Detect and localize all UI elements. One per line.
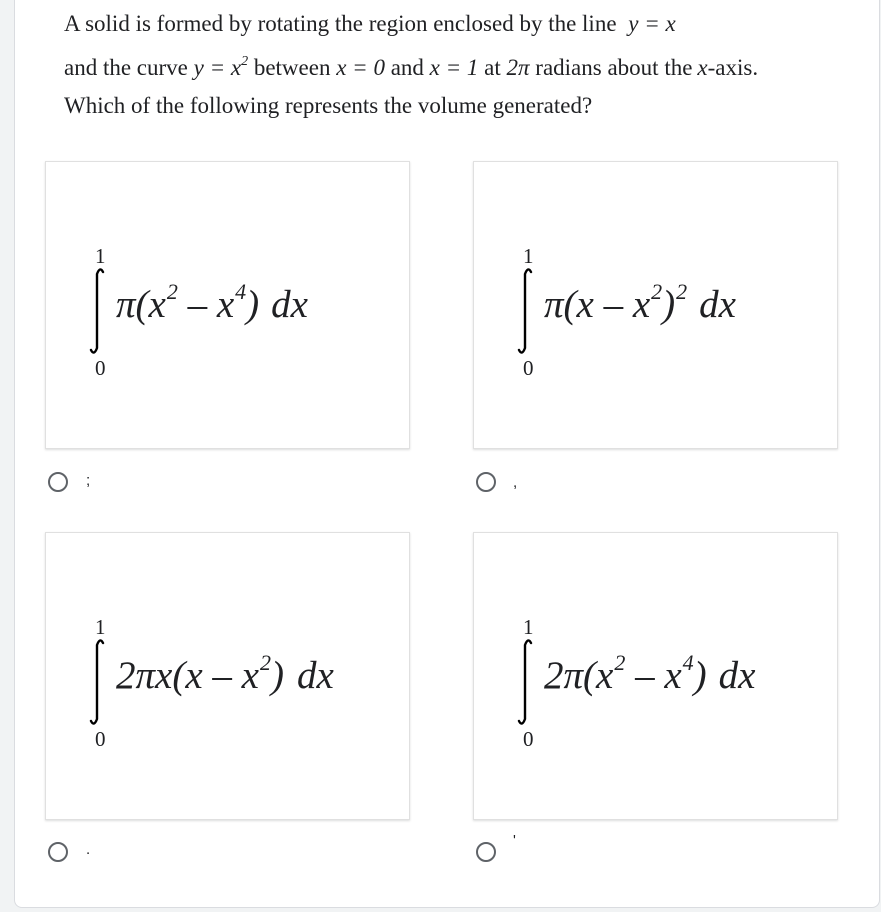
integrand: $\pi(x - x^2)^2$ dx xyxy=(544,279,736,326)
option-d-radio[interactable] xyxy=(476,842,496,862)
integral-d xyxy=(514,615,834,755)
option-b-image[interactable] xyxy=(473,161,838,449)
upper-limit: 1 xyxy=(523,615,534,639)
option-c-radio[interactable] xyxy=(48,842,68,862)
integrand: $2\pi x(x - x^2)$ dx xyxy=(116,650,334,697)
option-b-label: , xyxy=(513,474,518,491)
lower-limit: 0 xyxy=(523,356,534,380)
integrand: $\pi(x^2 - x^4)$ dx xyxy=(116,279,308,326)
question-line-2: and the curve $y = x^2$ between x = 0 and x = 1 at 2π radians about the x-axis. xyxy=(64,54,759,80)
math-y-equals-x: y = x xyxy=(628,11,676,36)
upper-limit: 1 xyxy=(523,244,534,268)
integral-sign-icon xyxy=(514,266,536,356)
integral-a xyxy=(86,244,406,384)
math-curve: $y = x^2$ xyxy=(193,54,249,80)
option-c-label: . xyxy=(86,841,91,858)
question-text xyxy=(64,5,864,125)
integrand: $2\pi(x^2 - x^4)$ dx xyxy=(544,650,756,697)
option-a-radio[interactable] xyxy=(48,472,68,492)
upper-limit: 1 xyxy=(95,615,106,639)
question-line-3: Which of the following represents the volume generated? xyxy=(64,93,593,118)
lower-limit: 0 xyxy=(95,356,106,380)
option-b-radio[interactable] xyxy=(476,472,496,492)
option-d-image[interactable] xyxy=(473,532,838,820)
integral-sign-icon xyxy=(86,637,108,727)
math-2pi: 2π xyxy=(506,55,530,80)
math-x-axis-var: x xyxy=(697,55,708,80)
option-a-image[interactable] xyxy=(45,161,410,449)
option-c-image[interactable] xyxy=(45,532,410,820)
math-x0: x = 0 xyxy=(336,55,385,80)
integral-sign-icon xyxy=(514,637,536,727)
integral-sign-icon xyxy=(86,266,108,356)
option-d-label: ' xyxy=(513,832,516,849)
lower-limit: 0 xyxy=(95,727,106,751)
option-a-label: ; xyxy=(86,472,91,489)
integral-c xyxy=(86,615,406,755)
math-x1: x = 1 xyxy=(429,55,479,80)
upper-limit: 1 xyxy=(95,244,106,268)
question-line-1: A solid is formed by rotating the region enclosed by the line y = x xyxy=(64,11,676,36)
integral-b xyxy=(514,244,834,384)
lower-limit: 0 xyxy=(523,727,534,751)
